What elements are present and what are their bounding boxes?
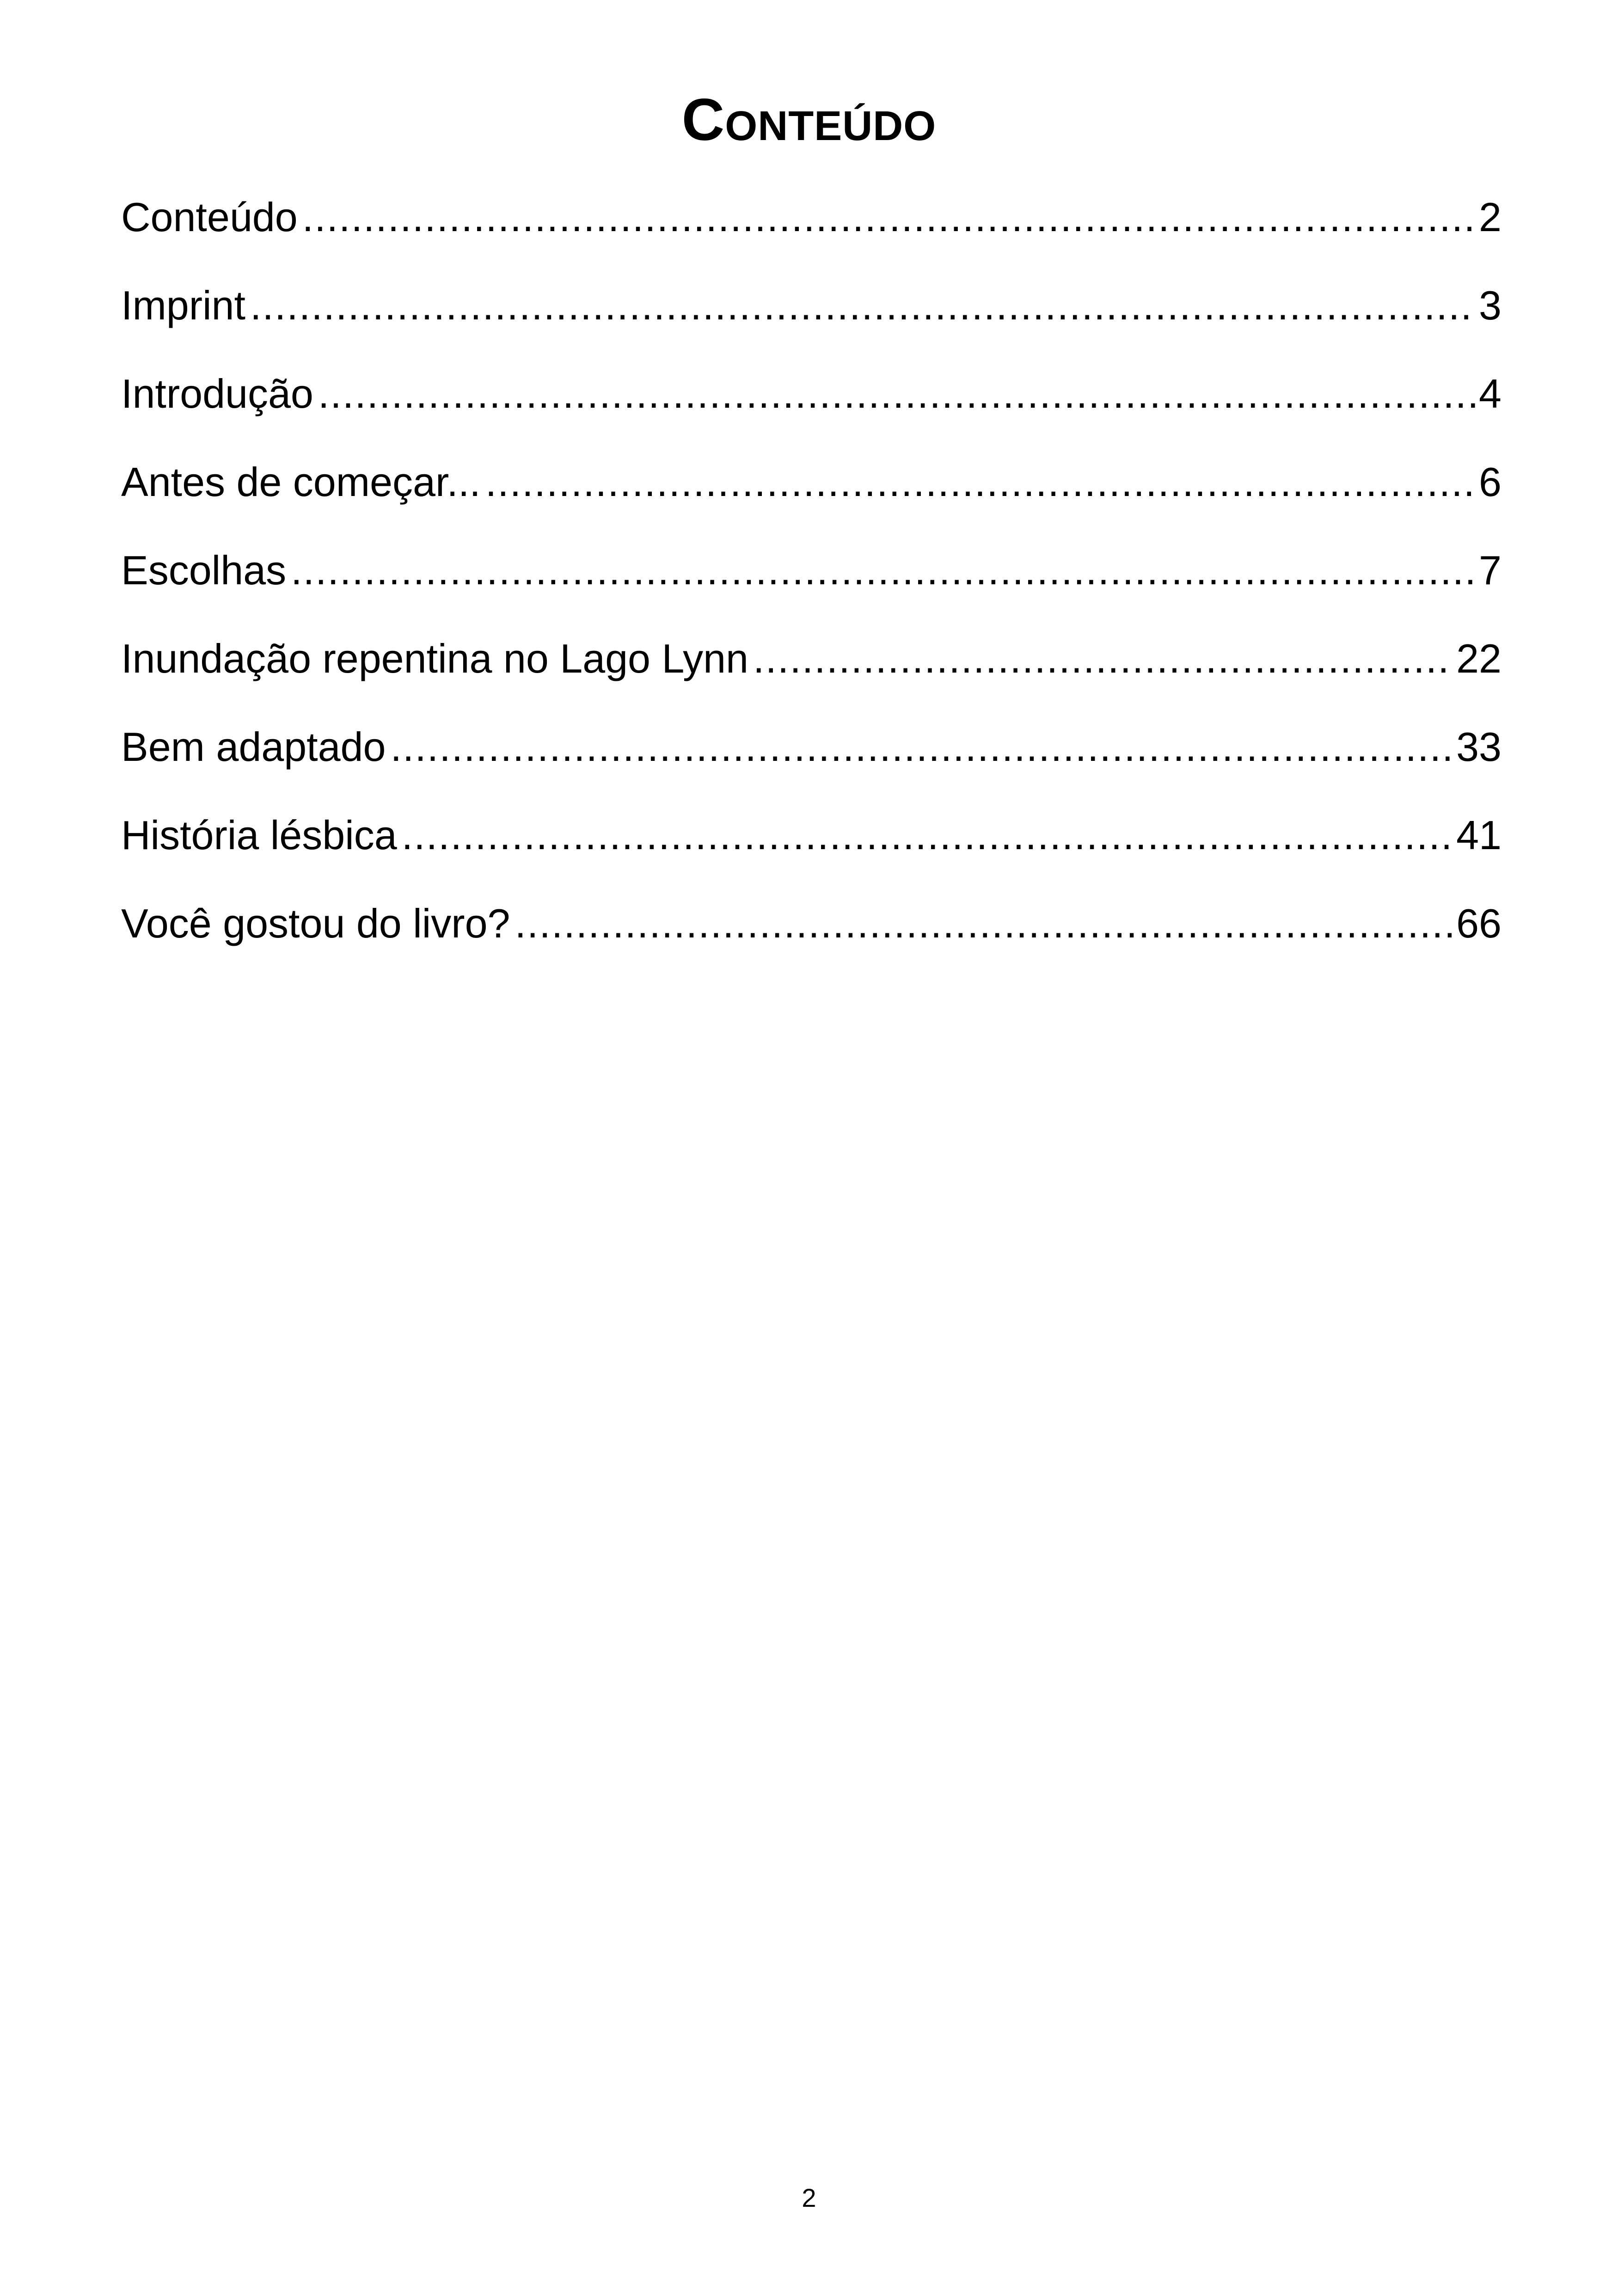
toc-dot-leader [753,626,1453,691]
toc-entry-page: 33 [1456,724,1502,770]
toc-entry-escolhas[interactable] [121,538,1502,626]
page-title: Conteúdo [681,87,937,153]
toc-dot-leader [291,538,1476,603]
toc-entry-page: 41 [1456,812,1502,858]
toc-entry-label: Conteúdo [121,194,298,240]
toc-entry-page: 6 [1479,459,1502,505]
toc-entry-historia-lesbica[interactable] [121,803,1502,891]
toc-dot-leader [485,450,1476,514]
toc-dot-leader [390,715,1453,779]
toc-entry-voce-gostou[interactable] [121,891,1502,980]
table-of-contents [121,185,1502,980]
toc-entry-conteudo[interactable] [121,185,1502,273]
toc-entry-page: 66 [1456,900,1502,946]
toc-entry-page: 7 [1479,547,1502,593]
toc-dot-leader [515,891,1453,956]
toc-entry-page: 3 [1479,282,1502,328]
toc-entry-imprint[interactable] [121,273,1502,361]
toc-entry-bem-adaptado[interactable] [121,715,1502,803]
toc-entry-label: Escolhas [121,547,287,593]
toc-entry-label: Inundação repentina no Lago Lynn [121,636,748,681]
toc-dot-leader [302,185,1476,250]
toc-dot-leader [402,803,1453,868]
toc-entry-label: Bem adaptado [121,724,386,770]
toc-dot-leader [318,361,1476,426]
toc-dot-leader [250,273,1476,338]
page-number: 2 [802,2183,816,2212]
toc-entry-label: Você gostou do livro? [121,900,510,946]
toc-entry-label: Antes de começar... [121,459,481,505]
toc-entry-antes-de-comecar[interactable] [121,450,1502,538]
toc-entry-page: 2 [1479,194,1502,240]
toc-entry-introducao[interactable] [121,361,1502,450]
toc-entry-inundacao-repentina[interactable] [121,626,1502,715]
toc-entry-label: Imprint [121,282,245,328]
toc-entry-label: Introdução [121,371,313,416]
toc-entry-page: 22 [1456,636,1502,681]
toc-entry-page: 4 [1479,371,1502,416]
toc-entry-label: História lésbica [121,812,397,858]
